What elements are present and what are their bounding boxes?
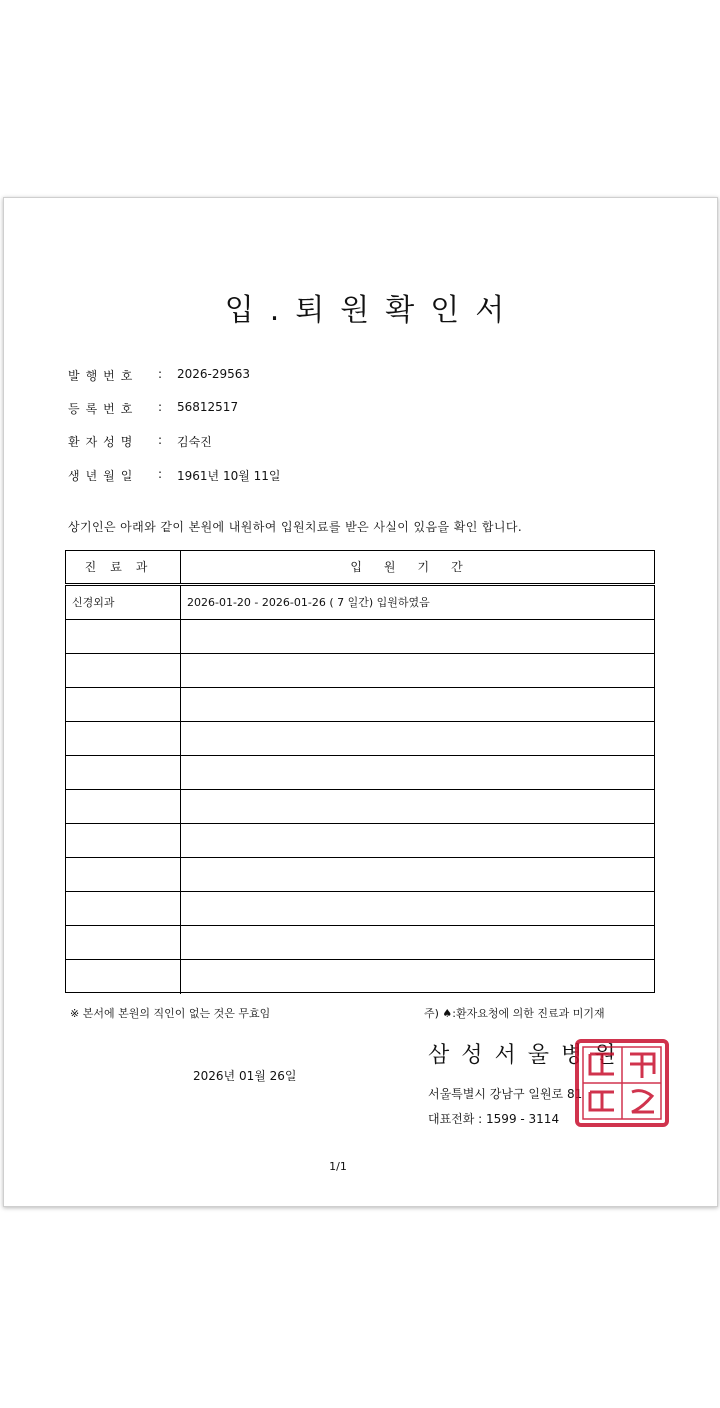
row-department [66,756,181,789]
field-label: 생년월일 [68,469,139,483]
table-row [66,790,654,824]
page-number: 1/1 [329,1160,347,1173]
row-department [66,722,181,755]
official-seal-icon [574,1038,670,1128]
row-department [66,620,181,653]
row-department [66,858,181,891]
field-colon: : [158,433,163,447]
field-label: 발행번호 [68,369,139,383]
row-period [181,620,654,653]
field-colon: : [158,367,163,381]
table-row [66,654,654,688]
table-row [66,858,654,892]
table-row [66,756,654,790]
row-period [181,926,654,959]
seal-validity-note: ※ 본서에 본원의 직인이 없는 것은 무효임 [70,1007,271,1020]
row-period [181,960,654,994]
field-colon: : [158,467,163,481]
field-value: 56812517 [177,400,239,414]
hospital-address: 서울특별시 강남구 일원로 81 [428,1087,583,1101]
row-period: 2026-01-20 - 2026-01-26 ( 7 일간) 입원하였음 [187,596,430,609]
field-label: 등록번호 [68,402,139,416]
row-department [66,654,181,687]
table-row [66,824,654,858]
issue-date: 2026년 01월 26일 [193,1069,297,1083]
row-period [181,756,654,789]
field-label: 환자성명 [68,435,139,449]
field-value: 1961년 10월 11일 [177,469,281,483]
table-row [66,688,654,722]
row-period [181,790,654,823]
row-period [181,892,654,925]
row-period [181,722,654,755]
field-value: 김숙진 [177,435,212,449]
row-department [66,892,181,925]
hospital-name: 삼성서울병원 [428,1043,628,1068]
row-period [181,824,654,857]
header-period: 입원기간 [350,560,485,574]
table-header [65,550,655,584]
row-period [181,654,654,687]
field-value: 2026-29563 [177,367,251,381]
table-row [66,892,654,926]
field-colon: : [158,400,163,414]
department-note: 주) ♠:환자요청에 의한 진료과 미기재 [424,1007,605,1020]
hospital-phone: 대표전화 : 1599 - 3114 [428,1112,560,1126]
row-department [66,960,181,994]
row-department [66,688,181,721]
row-period [181,688,654,721]
row-period [181,858,654,891]
row-department [66,926,181,959]
row-department [66,790,181,823]
document-title: 입.퇴원확인서 [224,293,521,328]
table-row [66,586,654,620]
confirmation-statement: 상기인은 아래와 같이 본원에 내원하여 입원치료를 받은 사실이 있음을 확인 합니다. [68,520,523,534]
table-row [66,960,654,994]
row-department [66,824,181,857]
table-row [66,926,654,960]
header-department: 진료과 [66,551,181,583]
table-row [66,620,654,654]
row-department: 신경외과 [66,586,181,619]
admission-table [65,585,655,993]
table-row [66,722,654,756]
